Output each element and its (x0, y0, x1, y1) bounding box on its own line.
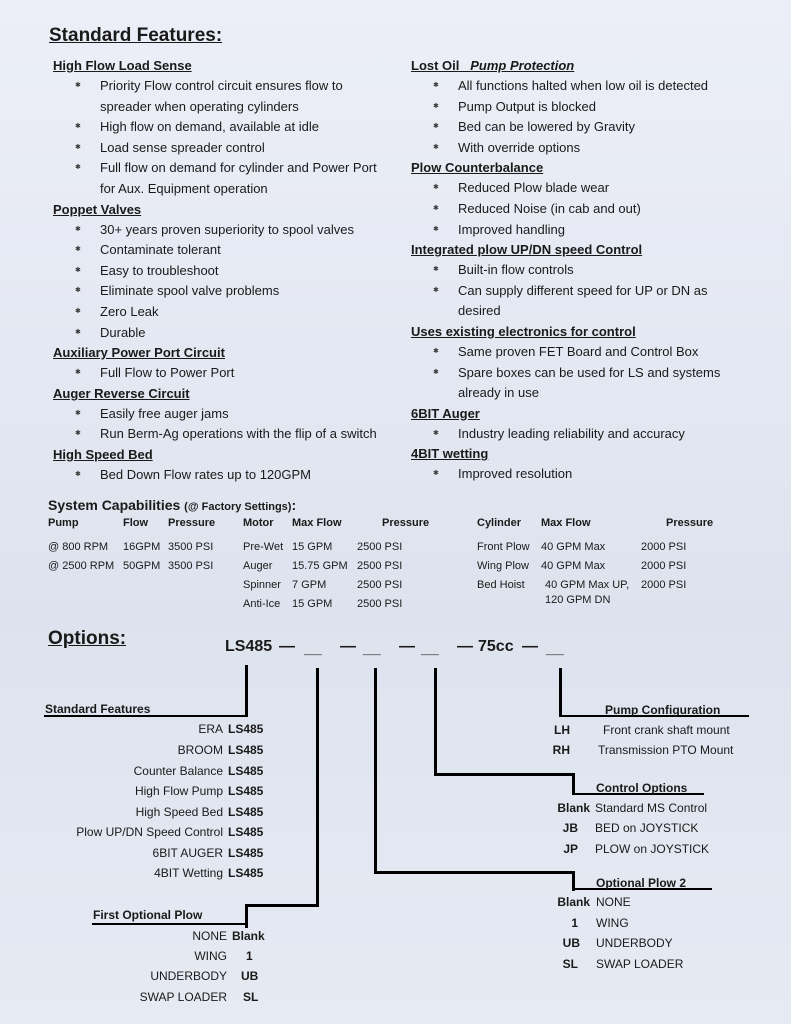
plow2-code: Blank (557, 895, 590, 909)
section-high-speed-bed (53, 445, 393, 486)
cylinder-header: Cylinder (477, 517, 522, 529)
pump-protection-title: Pump Protection (470, 58, 575, 73)
first-plow-name: SWAP LOADER (139, 990, 227, 1004)
standard-feature-code: LS485 (228, 722, 264, 736)
section-title: Plow Counterbalance (411, 160, 544, 176)
table-cell: Anti-Ice (243, 598, 281, 610)
section-lost-oil (411, 56, 741, 158)
options-title: Options: (48, 628, 127, 649)
first-plow-name: NONE (192, 929, 227, 943)
table-cell: Front Plow (477, 541, 530, 553)
feature-item: ✱ Bed Down Flow rates up to 120GPM (53, 465, 393, 486)
pressure-header: Pressure (382, 517, 430, 529)
section-high-flow (53, 56, 393, 200)
first-plow-label: First Optional Plow (93, 908, 203, 922)
table-cell: 40 GPM Max UP, 120 GPM DN (545, 579, 630, 606)
section-aux-power-port (53, 343, 393, 384)
capabilities-title-text: System Capabilities (48, 497, 181, 513)
feature-item: ✱ Eliminate spool valve problems (53, 281, 393, 302)
table-cell: 16GPM (123, 541, 161, 553)
feature-item: ✱ Run Berm-Ag operations with the flip of a switch (53, 424, 393, 445)
plow2-desc: SWAP LOADER (596, 957, 684, 971)
table-cell: @ 2500 RPM (48, 560, 115, 572)
code-slot-1: __ (304, 640, 322, 657)
motor-header: Motor (243, 517, 274, 529)
connector-first-plow-v (316, 668, 319, 906)
control-desc: PLOW on JOYSTICK (595, 842, 710, 856)
table-cell: 2000 PSI (641, 579, 687, 591)
connector-control-v (434, 668, 437, 776)
plow2-desc: UNDERBODY (596, 936, 673, 950)
maxflow-header: Max Flow (541, 517, 591, 529)
feature-item: ✱ Full Flow to Power Port (53, 363, 393, 384)
feature-item: ✱ Built-in flow controls (411, 260, 741, 281)
feature-item: ✱ Pump Output is blocked (411, 97, 741, 118)
table-cell: Bed Hoist (477, 579, 525, 591)
feature-item: ✱ Spare boxes can be used for LS and systems already in use (411, 363, 741, 404)
section-title: 4BIT wetting (411, 446, 489, 462)
capabilities-title (48, 497, 296, 513)
feature-item: ✱ Same proven FET Board and Control Box (411, 342, 741, 363)
section-poppet-valves (53, 200, 393, 344)
connector-first-plow-h (247, 904, 319, 907)
section-title: Auxiliary Power Port Circuit (53, 345, 225, 361)
control-code: Blank (557, 801, 590, 815)
control-options-label: Control Options (596, 781, 688, 795)
left-features-column (53, 56, 393, 486)
control-code: JB (562, 821, 578, 835)
flow-header: Flow (123, 517, 149, 529)
feature-item: ✱ Can supply different speed for UP or DN as desired (411, 281, 741, 322)
feature-item: ✱ Improved resolution (411, 464, 741, 485)
table-cell: 40 GPM Max (541, 560, 606, 572)
feature-item: ✱ Bed can be lowered by Gravity (411, 117, 741, 138)
first-plow-name: WING (194, 949, 227, 963)
code-slot-2: __ (363, 640, 381, 657)
code-dash: — (399, 638, 415, 655)
section-plow-counterbalance (411, 158, 741, 240)
table-cell: 15 GPM (292, 541, 333, 553)
first-plow-code: 1 (246, 949, 253, 963)
feature-item: ✱ High flow on demand, available at idle (53, 117, 393, 138)
code-dash: — (279, 638, 295, 655)
table-cell: 15 GPM (292, 598, 333, 610)
control-desc: Standard MS Control (595, 801, 708, 815)
first-plow-code: Blank (232, 929, 265, 943)
section-plow-speed-control (411, 240, 741, 322)
table-cell: Wing Plow (477, 560, 529, 572)
code-slot-4: __ (546, 640, 564, 657)
first-plow-name: UNDERBODY (150, 969, 227, 983)
standard-feature-code: LS485 (228, 743, 264, 757)
feature-item: ✱ 30+ years proven superiority to spool valves (53, 220, 393, 241)
section-title: High Flow Load Sense (53, 58, 192, 73)
feature-item: ✱ Reduced Noise (in cab and out) (411, 199, 741, 220)
connector-standard (245, 665, 248, 715)
feature-item: ✱ Full flow on demand for cylinder and Power Port for Aux. Equipment operation (53, 158, 393, 199)
table-cell: 2000 PSI (641, 560, 687, 572)
feature-item: ✱ Improved handling (411, 220, 741, 241)
first-plow-code: SL (243, 990, 259, 1004)
table-cell: 7 GPM (292, 579, 327, 591)
feature-item: ✱ Easy to troubleshoot (53, 261, 393, 282)
pump-config-label: Pump Configuration (605, 703, 721, 717)
table-cell: 2500 PSI (357, 560, 403, 572)
standard-feature-name: BROOM (177, 743, 223, 757)
section-6bit-auger (411, 404, 741, 445)
pressure-header: Pressure (168, 517, 216, 529)
standard-feature-code: LS485 (228, 784, 264, 798)
table-cell: Auger (243, 560, 273, 572)
table-cell: 3500 PSI (168, 541, 214, 553)
code-dash: — (340, 638, 356, 655)
plow2-label: Optional Plow 2 (596, 876, 687, 890)
standard-feature-name: High Flow Pump (134, 784, 223, 798)
pump-header: Pump (48, 517, 79, 529)
feature-item: ✱ Industry leading reliability and accuracy (411, 424, 741, 445)
table-cell: Spinner (243, 579, 281, 591)
code-slot-3: __ (421, 640, 439, 657)
connector-control-down (572, 773, 575, 794)
standard-feature-name: Counter Balance (133, 764, 223, 778)
feature-item: ✱ All functions halted when low oil is detected (411, 76, 741, 97)
code-75cc: 75cc (478, 638, 514, 655)
table-cell: 15.75 GPM (292, 560, 348, 572)
section-title: High Speed Bed (53, 446, 153, 462)
code-dash: — (457, 638, 473, 655)
standard-feature-name: ERA (198, 722, 223, 736)
feature-item: ✱ Durable (53, 323, 393, 344)
standard-feature-code: LS485 (228, 805, 264, 819)
pump-config-desc: Transmission PTO Mount (598, 743, 734, 757)
model-code-ls485: LS485 (225, 638, 273, 655)
control-code: JP (563, 842, 578, 856)
capabilities-colon: : (291, 497, 297, 513)
section-title: Poppet Valves (53, 201, 142, 217)
feature-item: ✱ Contaminate tolerant (53, 240, 393, 261)
section-title (411, 56, 741, 76)
section-title: 6BIT Auger (411, 405, 480, 421)
pressure-header: Pressure (666, 517, 714, 529)
connector-pump-config (559, 668, 562, 715)
section-title: Integrated plow UP/DN speed Control (411, 242, 643, 258)
plow2-desc: NONE (596, 895, 631, 909)
section-4bit-wetting (411, 444, 741, 485)
standard-feature-code: LS485 (228, 825, 264, 839)
feature-item: ✱ Priority Flow control circuit ensures flow to spreader when operating cylinders (53, 76, 393, 117)
table-cell: Pre-Wet (243, 541, 284, 553)
plow2-code: 1 (571, 916, 578, 930)
lost-oil-title: Lost Oil (411, 58, 460, 73)
standard-features-title: Standard Features: (49, 25, 223, 46)
first-plow-code: UB (241, 969, 259, 983)
standard-feature-name: 4BIT Wetting (154, 866, 223, 880)
standard-feature-code: LS485 (228, 764, 264, 778)
pump-config-desc: Front crank shaft mount (603, 723, 730, 737)
standard-features-label: Standard Features (45, 702, 151, 716)
feature-item: ✱ Load sense spreader control (53, 138, 393, 159)
feature-item: ✱ Easily free auger jams (53, 404, 393, 425)
standard-feature-name: Plow UP/DN Speed Control (76, 825, 223, 839)
right-features-column (411, 56, 741, 485)
connector-plow2-h (374, 871, 575, 874)
plow2-desc: WING (596, 916, 629, 930)
table-cell: 2000 PSI (641, 541, 687, 553)
capabilities-note: (@ Factory Settings) (184, 501, 292, 513)
pump-config-code: RH (552, 743, 570, 757)
pump-config-code: LH (554, 723, 570, 737)
feature-item: ✱ Reduced Plow blade wear (411, 178, 741, 199)
table-cell: 40 GPM Max (541, 541, 606, 553)
maxflow-header: Max Flow (292, 517, 342, 529)
underline-first-plow (92, 923, 248, 925)
table-cell: 50GPM (123, 560, 161, 572)
plow2-code: UB (562, 936, 580, 950)
feature-item: ✱ Zero Leak (53, 302, 393, 323)
section-title: Uses existing electronics for control (411, 323, 636, 339)
section-existing-electronics (411, 322, 741, 404)
plow2-code: SL (562, 957, 578, 971)
standard-feature-name: 6BIT AUGER (152, 846, 223, 860)
feature-item: ✱ With override options (411, 138, 741, 159)
table-cell: 2500 PSI (357, 598, 403, 610)
connector-plow2-v (374, 668, 377, 874)
connector-control-h (434, 773, 575, 776)
standard-feature-code: LS485 (228, 846, 264, 860)
table-cell: 3500 PSI (168, 560, 214, 572)
section-auger-reverse (53, 384, 393, 445)
standard-feature-code: LS485 (228, 866, 264, 880)
table-cell: 2500 PSI (357, 579, 403, 591)
standard-feature-name: High Speed Bed (135, 805, 223, 819)
table-cell: 2500 PSI (357, 541, 403, 553)
section-title: Auger Reverse Circuit (53, 385, 190, 401)
table-cell: @ 800 RPM (48, 541, 109, 553)
code-dash: — (522, 638, 538, 655)
control-desc: BED on JOYSTICK (595, 821, 699, 835)
